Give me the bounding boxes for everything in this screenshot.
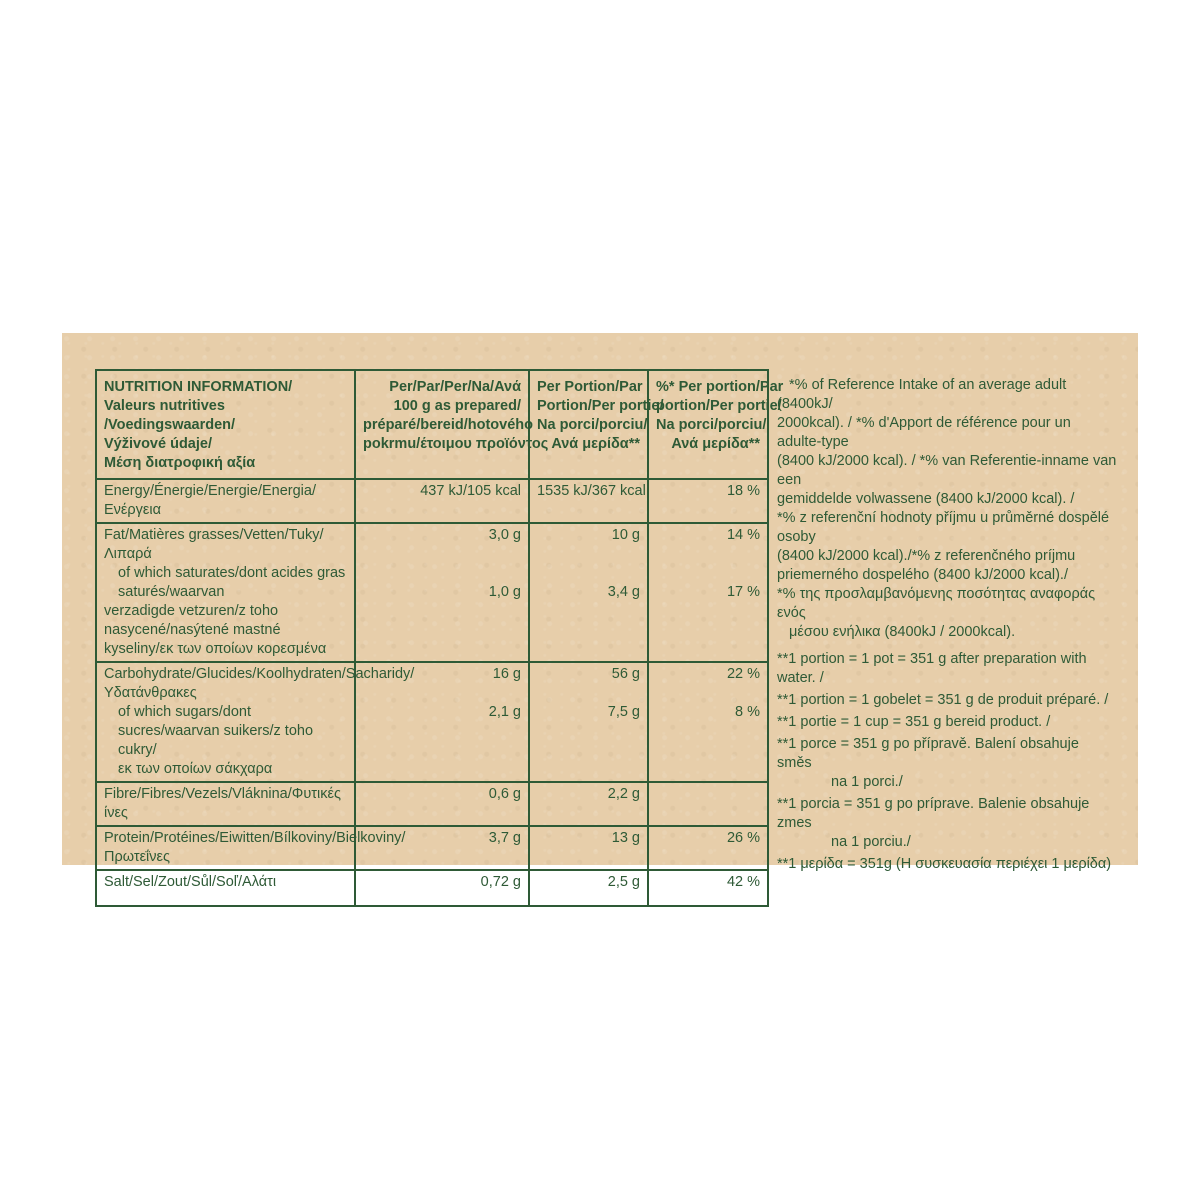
fat-per100-cell [355, 523, 529, 662]
energy-per100: 437 kJ/105 kcal [355, 479, 529, 523]
carbohydrate-label-cell [96, 662, 415, 782]
portion-footnote [777, 650, 1117, 874]
carbohydrate-portion: 56 g [611, 666, 640, 682]
footnote-line: μέσου ενήλικα (8400kJ / 2000kcal). [789, 624, 1016, 640]
footnote-line: *% της προσλαμβανόμενης ποσότητας αναφοράς ενός [777, 586, 1096, 621]
protein-per100: 3,7 g [355, 826, 529, 870]
fat-label: Fat/Matières grasses/Vetten/Tuky/Λιπαρά [104, 527, 324, 562]
header-portion-line: Portion/Per portie/ [537, 398, 664, 414]
energy-ri: 18 % [648, 479, 768, 523]
carbohydrate-per100: 16 g [492, 666, 521, 682]
carbohydrate-ri-cell [648, 662, 768, 782]
sugars-label-line: of which sugars/dont sucres/waarvan suikers/z toho cukry/ [118, 704, 314, 758]
salt-label: Salt/Sel/Zout/Sůl/Soľ/Αλάτι [96, 870, 355, 906]
fat-portion: 10 g [611, 527, 640, 543]
footnote-line: na 1 porci./ [831, 774, 903, 790]
saturates-per100: 1,0 g [488, 584, 521, 600]
sugars-label-line: εκ των οποίων σάκχαρα [118, 761, 273, 777]
saturates-label-line: verzadigde vetzuren/z toho nasycené/nasýtené mastné [104, 603, 281, 638]
protein-ri: 26 % [648, 826, 768, 870]
header-ri-line: Ανά μερίδα** [671, 436, 760, 452]
protein-label: Protein/Protéines/Eiwitten/Bílkoviny/Bielkoviny/Πρωτεΐνες [96, 826, 355, 870]
footnote-line: *% of Reference Intake of an average adult (8400kJ/ [777, 377, 1067, 412]
header-ri-cell [648, 370, 784, 479]
saturates-label-line: of which saturates/dont acides gras saturés/waarvan [118, 565, 346, 600]
footnote-line: **1 porcia = 351 g po príprave. Balenie obsahuje zmes [777, 796, 1090, 831]
nutrition-table [95, 369, 784, 907]
fibre-per100: 0,6 g [355, 782, 529, 826]
header-title-line: Valeurs nutritives /Voedingswaarden/ [104, 398, 236, 433]
carbohydrate-portion-cell [529, 662, 648, 782]
reference-intake-footnote [777, 376, 1117, 642]
fat-label-cell [96, 523, 355, 662]
footnote-line: na 1 porciu./ [831, 834, 911, 850]
header-portion-line: Per Portion/Par [537, 379, 643, 395]
header-ri-line: portion/Per portie/ [656, 398, 782, 414]
sugars-ri: 8 % [735, 704, 760, 720]
header-portion-line: Na porci/porciu/ [537, 417, 648, 433]
fibre-row [96, 782, 768, 826]
saturates-label-line: kyseliny/εκ των οποίων κορεσμένα [104, 641, 327, 657]
fibre-label: Fibre/Fibres/Vezels/Vláknina/Φυτικές ίνες [96, 782, 355, 826]
carbohydrate-row [96, 662, 768, 782]
fibre-ri [648, 782, 768, 826]
footnote-line: 2000kcal). / *% d'Apport de référence pour un adulte-type [777, 415, 1071, 450]
fat-per100: 3,0 g [488, 527, 521, 543]
header-per100-line: Per/Par/Per/Na/Ανά [389, 379, 521, 395]
footnote-line: priemerného dospelého (8400 kJ/2000 kcal)./ [777, 567, 1068, 583]
footnote-line: **1 μερίδα = 351g (Η συσκευασία περιέχει 1 μερίδα) [777, 856, 1112, 872]
fat-portion-cell [529, 523, 648, 662]
footnote-line: **1 portie = 1 cup = 351 g bereid product. / [777, 714, 1051, 730]
protein-portion: 13 g [529, 826, 648, 870]
carbohydrate-label: Carbohydrate/Glucides/Koolhydraten/Sacharidy/Υδατάνθρακες [104, 666, 415, 701]
header-ri-line: %* Per portion/Par [656, 379, 784, 395]
saturates-portion: 3,4 g [607, 584, 640, 600]
footnotes [777, 376, 1117, 877]
saturates-ri: 17 % [726, 584, 760, 600]
header-title-line: NUTRITION INFORMATION/ [104, 379, 293, 395]
header-per100-line: 100 g as prepared/ [393, 398, 521, 414]
header-title-line: Μέση διατροφική αξία [104, 455, 256, 471]
salt-ri: 42 % [648, 870, 768, 906]
energy-row [96, 479, 768, 523]
footnote-line: *% z referenční hodnoty příjmu u průměrné dospělé osoby [777, 510, 1110, 545]
header-portion-line: Ανά μερίδα** [551, 436, 640, 452]
footnote-line: **1 porce = 351 g po přípravě. Balení obsahuje směs [777, 736, 1079, 771]
salt-row [96, 870, 768, 906]
header-per100-line: pokrmu/έτοιμου προϊόντος [363, 436, 549, 452]
table-header-row [96, 370, 768, 479]
footnote-line: **1 portion = 1 pot = 351 g after preparation with water. / [777, 651, 1087, 686]
footnote-line: (8400 kJ/2000 kcal). / *% van Referentie-inname van een [777, 453, 1117, 488]
salt-per100: 0,72 g [355, 870, 529, 906]
energy-portion: 1535 kJ/367 kcal [529, 479, 648, 523]
header-portion-cell [529, 370, 664, 479]
salt-portion: 2,5 g [529, 870, 648, 906]
header-name-cell [96, 370, 355, 479]
carbohydrate-ri: 22 % [726, 666, 760, 682]
energy-label: Energy/Énergie/Energie/Energia/Ενέργεια [96, 479, 355, 523]
fat-ri-cell [648, 523, 768, 662]
footnote-line: **1 portion = 1 gobelet = 351 g de produit préparé. / [777, 692, 1109, 708]
sugars-portion: 7,5 g [607, 704, 640, 720]
header-per100-cell [355, 370, 549, 479]
header-per100-line: préparé/bereid/hotového [363, 417, 534, 433]
fat-row [96, 523, 768, 662]
footnote-line: (8400 kJ/2000 kcal)./*% z referenčného príjmu [777, 548, 1076, 564]
fibre-portion: 2,2 g [529, 782, 648, 826]
header-title-line: Výživové údaje/ [104, 436, 212, 452]
protein-row [96, 826, 768, 870]
header-ri-line: Na porci/porciu/ [656, 417, 767, 433]
fat-ri: 14 % [726, 527, 760, 543]
sugars-per100: 2,1 g [488, 704, 521, 720]
footnote-line: gemiddelde volwassene (8400 kJ/2000 kcal). / [777, 491, 1075, 507]
